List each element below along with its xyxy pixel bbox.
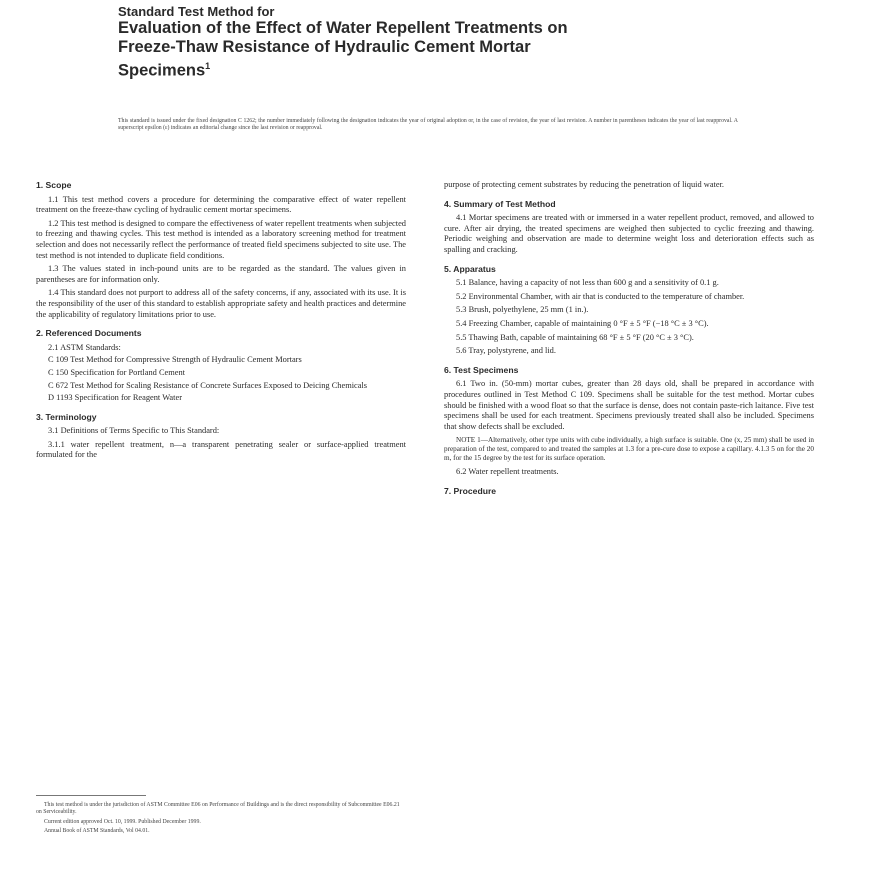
section-heading-procedure: 7. Procedure: [444, 485, 497, 496]
paragraph: 3.1 Definitions of Terms Specific to This Standard:: [48, 426, 220, 436]
paragraph: 5.3 Brush, polyethylene, 25 mm (1 in.).: [456, 305, 589, 315]
paragraph: 1.2 This test method is designed to compare the effectiveness of water repellent treatments when subjected to freezing and thawing cycles. This test method is intended as a laboratory screening method for treatment selection and does not necessarily reflect the performance of treated field specimens subjected to site use. The test method is not intended to duplicate field conditions.: [36, 218, 406, 260]
section-heading-summary: 4. Summary of Test Method: [444, 198, 556, 209]
paragraph: 5.5 Thawing Bath, capable of maintaining 68 °F ± 5 °F (20 °C ± 3 °C).: [456, 332, 694, 342]
title-line: Freeze-Thaw Resistance of Hydraulic Cement Mortar: [118, 38, 531, 56]
footnote: Annual Book of ASTM Standards, Vol 04.01.: [44, 828, 150, 835]
reference-item: 2.1 ASTM Standards:: [48, 342, 121, 352]
left-column: [36, 180, 406, 464]
footnote: This test method is under the jurisdiction of ASTM Committee E06 on Performance of Buildings and is the direct responsibility of Subcommittee E06.21 on Serviceability.: [36, 802, 400, 816]
title-line: Standard Test Method for: [118, 4, 275, 19]
note: NOTE 1—Alternatively, other type units with cube individually, a high surface is suitable. One (x, 25 mm) shall be used in preparation of the test, compared to and treated the samples at 1.3 for a pre-cure dose to expose a capillary. 4.1.3 5 on for the 20 m, for the 15 degree by the test for its surface operation.: [444, 436, 814, 463]
paragraph: 5.2 Environmental Chamber, with air that is conducted to the temperature of chamber.: [456, 291, 745, 301]
footnote-rule: [36, 795, 146, 796]
paragraph: 6.2 Water repellent treatments.: [456, 467, 559, 477]
footnotes: [36, 795, 406, 838]
section-heading-terminology: 3. Terminology: [36, 411, 97, 422]
title-line-text: Specimens: [118, 61, 206, 80]
document-title: [118, 4, 758, 81]
designation-notice: This standard is issued under the fixed designation C 1262; the number immediately following the designation indicates the year of original adoption or, in the case of revision, the year of last revision. A number in parentheses indicates the year of last reapproval. A superscript epsilon (ε) indicates an editorial change since the last revision or reapproval.: [118, 118, 738, 132]
paragraph: 5.4 Freezing Chamber, capable of maintaining 0 °F ± 5 °F (−18 °C ± 3 °C).: [456, 318, 709, 328]
section-heading-scope: 1. Scope: [36, 180, 72, 190]
reference-item: C 672 Test Method for Scaling Resistance of Concrete Surfaces Exposed to Deicing Chemicals: [48, 380, 368, 390]
paragraph: 5.6 Tray, polystyrene, and lid.: [456, 346, 556, 356]
reference-item: C 150 Specification for Portland Cement: [48, 367, 185, 377]
title-line: [118, 57, 758, 81]
section-heading-referenced-documents: 2. Referenced Documents: [36, 328, 142, 339]
paragraph: purpose of protecting cement substrates by reducing the penetration of liquid water.: [444, 180, 725, 189]
title-footnote-mark: 1: [205, 61, 211, 71]
paragraph: 3.1.1 water repellent treatment, n—a transparent penetrating sealer or surface-applied treatment formulated for the: [36, 439, 406, 460]
right-column: [444, 180, 814, 500]
paragraph: 5.1 Balance, having a capacity of not less than 600 g and a sensitivity of 0.1 g.: [456, 278, 719, 288]
title-line: Evaluation of the Effect of Water Repellent Treatments on: [118, 19, 568, 37]
paragraph: 6.1 Two in. (50-mm) mortar cubes, greater than 28 days old, shall be prepared in accordance with procedures outlined in Test Method C 109. Specimens shall be suitable for the test method. Mortar cubes should be finished with a wood float so that the surface is dense, does not contain paste-rich laitance. Five test specimens shall be used for each treatment. Specimens previously treated shall also be included. Specimens that show defects shall be excluded.: [444, 379, 814, 431]
reference-item: D 1193 Specification for Reagent Water: [48, 393, 182, 403]
paragraph: 4.1 Mortar specimens are treated with or immersed in a water repellent product, removed, and allowed to cure. After air drying, the treated specimens are weighed then subjected to cyclic freezing and thawing. Periodic weighing and observation are made to determine weight loss and deterioration effects such as spalling and cracking.: [444, 213, 814, 254]
section-heading-test-specimens: 6. Test Specimens: [444, 364, 519, 375]
paragraph: 1.4 This standard does not purport to address all of the safety concerns, if any, associated with its use. It is the responsibility of the user of this standard to establish appropriate safety and health practices and determine the applicability of regulatory limitations prior to use.: [36, 288, 406, 319]
paragraph: 1.1 This test method covers a procedure for determining the comparative effect of water repellent treatment on the freeze-thaw cycling of hydraulic cement mortar specimens.: [36, 194, 406, 215]
paragraph: 1.3 The values stated in inch-pound units are to be regarded as the standard. The values given in parentheses are for information only.: [36, 264, 406, 284]
footnote: Current edition approved Oct. 10, 1999. Published December 1999.: [44, 818, 201, 825]
reference-item: C 109 Test Method for Compressive Strength of Hydraulic Cement Mortars: [48, 355, 302, 365]
section-heading-apparatus: 5. Apparatus: [444, 263, 496, 274]
